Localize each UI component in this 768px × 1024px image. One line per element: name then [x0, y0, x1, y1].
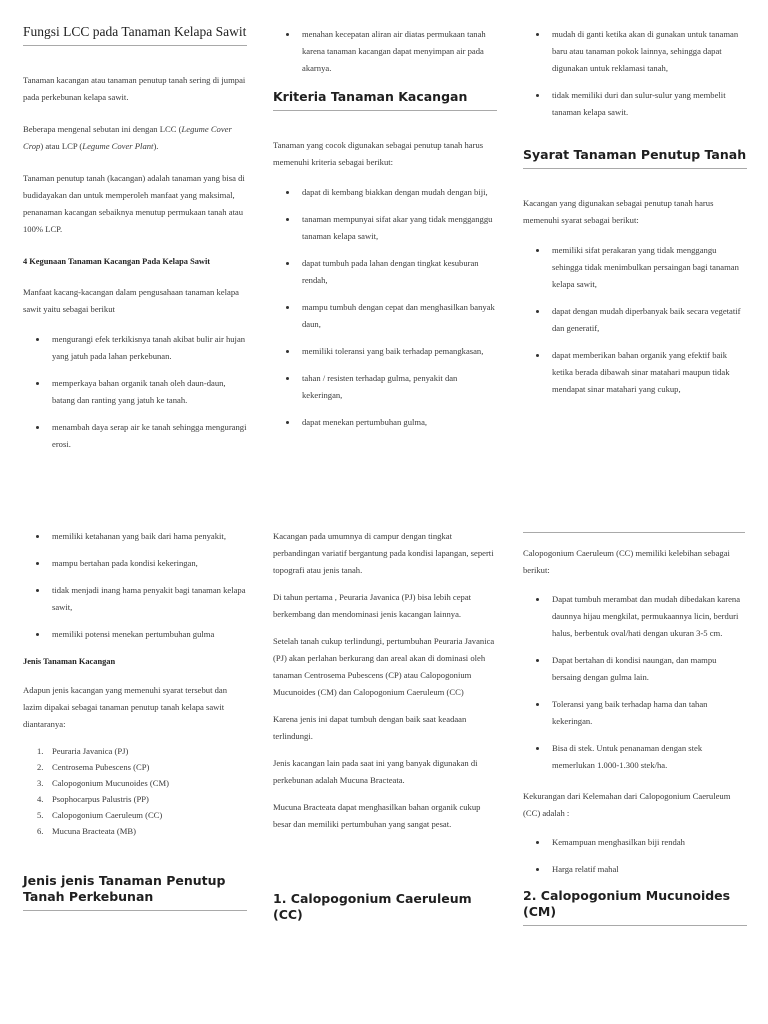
list-number: 4. — [37, 794, 44, 804]
paragraph: Kacangan pada umumnya di campur dengan tingkat perbandingan variatif bergantung pada kondisi lapangan, seperti topografi atau jenis tanah. — [273, 531, 494, 575]
list-item: Bisa di stek. Untuk penanaman dengan stek memerlukan 1.000-1.300 stek/ha. — [523, 740, 747, 774]
col3-top — [523, 26, 747, 412]
list-item — [23, 759, 247, 775]
list-item: mampu tumbuh dengan cepat dan menghasilkan banyak daun, — [273, 299, 497, 333]
lcp-term-legume-cover-plant: Legume Cover Plant — [82, 141, 154, 151]
kelebihan-list — [523, 591, 747, 774]
lcc-text-a: Beberapa mengenal sebutan ini dengan LCC ( — [23, 124, 182, 134]
list-item: tidak menjadi inang hama penyakit bagi tanaman kelapa sawit, — [23, 582, 247, 616]
list-item: memperkaya bahan organik tanah oleh daun-daun, batang dan ranting yang jatuh ke tanah. — [23, 375, 247, 409]
lcc-definition-paragraph — [23, 121, 247, 155]
lcc-term-legume-cover-crop: Legume Cover Crop — [23, 124, 232, 151]
list-item: tahan / resisten terhadap gulma, penyakit dan kekeringan, — [273, 370, 497, 404]
kriteria-list — [273, 184, 497, 431]
list-number: 6. — [37, 826, 44, 836]
list-item — [23, 807, 247, 823]
list-number: 2. — [37, 762, 44, 772]
list-text: Psophocarpus Palustris (PP) — [52, 794, 149, 804]
list-item: mudah di ganti ketika akan di gunakan untuk tanaman baru atau tanaman pokok lainnya, sehingga dapat digunakan untuk reklamasi tanah, — [523, 26, 747, 77]
lcc-text-c: ) atau LCP ( — [40, 141, 83, 151]
paragraph: Jenis kacangan lain pada saat ini yang banyak digunakan di perkebunan adalah Mucuna Bracteata. — [273, 758, 478, 785]
manfaat-paragraph: Manfaat kacang-kacangan dalam pengusahaan tanaman kelapa sawit yaitu sebagai berikut — [23, 287, 239, 314]
list-item: Dapat bertahan di kondisi naungan, dan mampu bersaing dengan gulma lain. — [523, 652, 747, 686]
kriteria-intro-paragraph: Tanaman yang cocok digunakan sebagai penutup tanah harus memenuhi kriteria sebagai berikut: — [273, 140, 484, 167]
section-title-calopogonium-caeruleum: 1. Calopogonium Caeruleum (CC) — [273, 891, 472, 922]
list-text: Centrosema Pubescens (CP) — [52, 762, 150, 772]
col2-top — [273, 26, 497, 445]
list-item: memiliki sifat perakaran yang tidak menggangu sehingga tidak menimbulkan persaingan bagi tanaman kelapa sawit, — [523, 242, 747, 293]
list-item: Toleransi yang baik terhadap hama dan tahan kekeringan. — [523, 696, 747, 730]
list-text: Calopogonium Caeruleum (CC) — [52, 810, 163, 820]
list-item: tanaman mempunyai sifat akar yang tidak mengganggu tanaman kelapa sawit, — [273, 211, 497, 245]
list-item: dapat di kembang biakkan dengan mudah dengan biji, — [273, 184, 497, 201]
manfaat-list-continued — [273, 26, 497, 77]
list-item: dapat dengan mudah diperbanyak baik secara vegetatif dan generatif, — [523, 303, 747, 337]
syarat-intro-paragraph: Kacangan yang digunakan sebagai penutup tanah harus memenuhi syarat sebagai berikut: — [523, 198, 714, 225]
paragraph: Karena jenis ini dapat tumbuh dengan baik saat keadaan terlindungi. — [273, 714, 467, 741]
list-item: Dapat tumbuh merambat dan mudah dibedakan karena daunnya hijau mengkilat, permukaannya licin, berduri halus, berbentuk oval/hati dengan ukuran 3-5 cm. — [523, 591, 747, 642]
col3-bottom — [523, 545, 747, 952]
lcc-text-e: ). — [153, 141, 159, 151]
list-item — [23, 791, 247, 807]
section-title-calopogonium-mucunoides: 2. Calopogonium Mucunoides (CM) — [523, 888, 747, 926]
list-item: dapat memberikan bahan organik yang efektif baik ketika berada dibawah sinar matahari maupun tidak mendapat sinar matahari yang cukup, — [523, 347, 747, 398]
list-item: dapat tumbuh pada lahan dengan tingkat kesuburan rendah, — [273, 255, 497, 289]
section-title-fungsi-lcc: Fungsi LCC pada Tanaman Kelapa Sawit — [23, 24, 247, 46]
list-item: tidak memiliki duri dan sulur-sulur yang membelit tanaman kelapa sawit. — [523, 87, 747, 121]
list-text: Peuraria Javanica (PJ) — [52, 746, 129, 756]
list-item: mampu bertahan pada kondisi kekeringan, — [23, 555, 247, 572]
list-text: Mucuna Bracteata (MB) — [52, 826, 136, 836]
col1-top — [23, 24, 247, 467]
syarat-list — [523, 242, 747, 398]
list-item: menambah daya serap air ke tanah sehingga mengurangi erosi. — [23, 419, 247, 453]
list-item: memiliki potensi menekan pertumbuhan gulma — [23, 626, 247, 643]
col2-bottom — [273, 528, 497, 954]
kelebihan-intro-paragraph: Calopogonium Caeruleum (CC) memiliki kelebihan sebagai berikut: — [523, 548, 730, 575]
intro-paragraph: Tanaman kacangan atau tanaman penutup tanah sering di jumpai pada perkebunan kelapa sawit. — [23, 75, 246, 102]
kekurangan-intro-paragraph: Kekurangan dari Kelemahan dari Calopogonium Caeruleum (CC) adalah : — [523, 791, 731, 818]
manfaat-list — [23, 331, 247, 453]
list-item — [23, 823, 247, 839]
kacangan-definition-paragraph: Tanaman penutup tanah (kacangan) adalah tanaman yang bisa di budidayakan dan untuk memperoleh manfaat yang maksimal, penanaman kacangan sebaiknya menutup permukaan tanah atau 100% LCP. — [23, 173, 245, 234]
list-item: mengurangi efek terkikisnya tanah akibat bulir air hujan yang jatuh pada lahan perkebunan. — [23, 331, 247, 365]
subheading-jenis-tanaman-kacangan: Jenis Tanaman Kacangan — [23, 657, 116, 666]
paragraph: Di tahun pertama , Peuraria Javanica (PJ) bisa lebih cepat berkembang dan mendominasi jenis kacangan lainnya. — [273, 592, 472, 619]
jenis-intro-paragraph: Adapun jenis kacangan yang memenuhi syarat tersebut dan lazim dipakai sebagai tanaman penutup tanah kelapa sawit diantaranya: — [23, 685, 228, 729]
paragraph: Mucuna Bracteata dapat menghasilkan bahan organik cukup besar dan memiliki pertumbuhan yang sangat pesat. — [273, 802, 481, 829]
paragraph: Setelah tanah cukup terlindungi, pertumbuhan Peuraria Javanica (PJ) akan perlahan berkurang dan areal akan di dominasi oleh tanaman Centrosema Pubescens (CP) atau Calopogonium Mucunoides (CM) dan Calopogonium Caeruleum (CC) — [273, 636, 495, 697]
list-item: memiliki toleransi yang baik terhadap pemangkasan, — [273, 343, 497, 360]
list-item — [23, 743, 247, 759]
subheading-kegunaan: 4 Kegunaan Tanaman Kacangan Pada Kelapa Sawit — [23, 257, 211, 266]
syarat-list-continued — [23, 528, 247, 643]
list-item: Kemampuan menghasilkan biji rendah — [523, 834, 747, 851]
kriteria-list-continued — [523, 26, 747, 121]
section-title-syarat: Syarat Tanaman Penutup Tanah — [523, 147, 747, 169]
col1-bottom — [23, 528, 247, 937]
list-item: dapat menekan pertumbuhan gulma, — [273, 414, 497, 431]
section-title-kriteria: Kriteria Tanaman Kacangan — [273, 89, 497, 111]
list-number: 1. — [37, 746, 44, 756]
list-number: 3. — [37, 778, 44, 788]
list-number: 5. — [37, 810, 44, 820]
list-item: memiliki ketahanan yang baik dari hama penyakit, — [23, 528, 247, 545]
section-title-jenis-jenis: Jenis jenis Tanaman Penutup Tanah Perkebunan — [23, 873, 247, 911]
list-item — [23, 775, 247, 791]
list-text: Calopogonium Mucunoides (CM) — [52, 778, 169, 788]
list-item: menahan kecepatan aliran air diatas permukaan tanah karena tanaman kacangan dapat menyimpan air pada akarnya. — [273, 26, 497, 77]
list-item: Harga relatif mahal — [523, 861, 747, 878]
jenis-numbered-list — [23, 743, 247, 839]
kekurangan-list — [523, 834, 747, 878]
panel-divider — [523, 532, 745, 533]
